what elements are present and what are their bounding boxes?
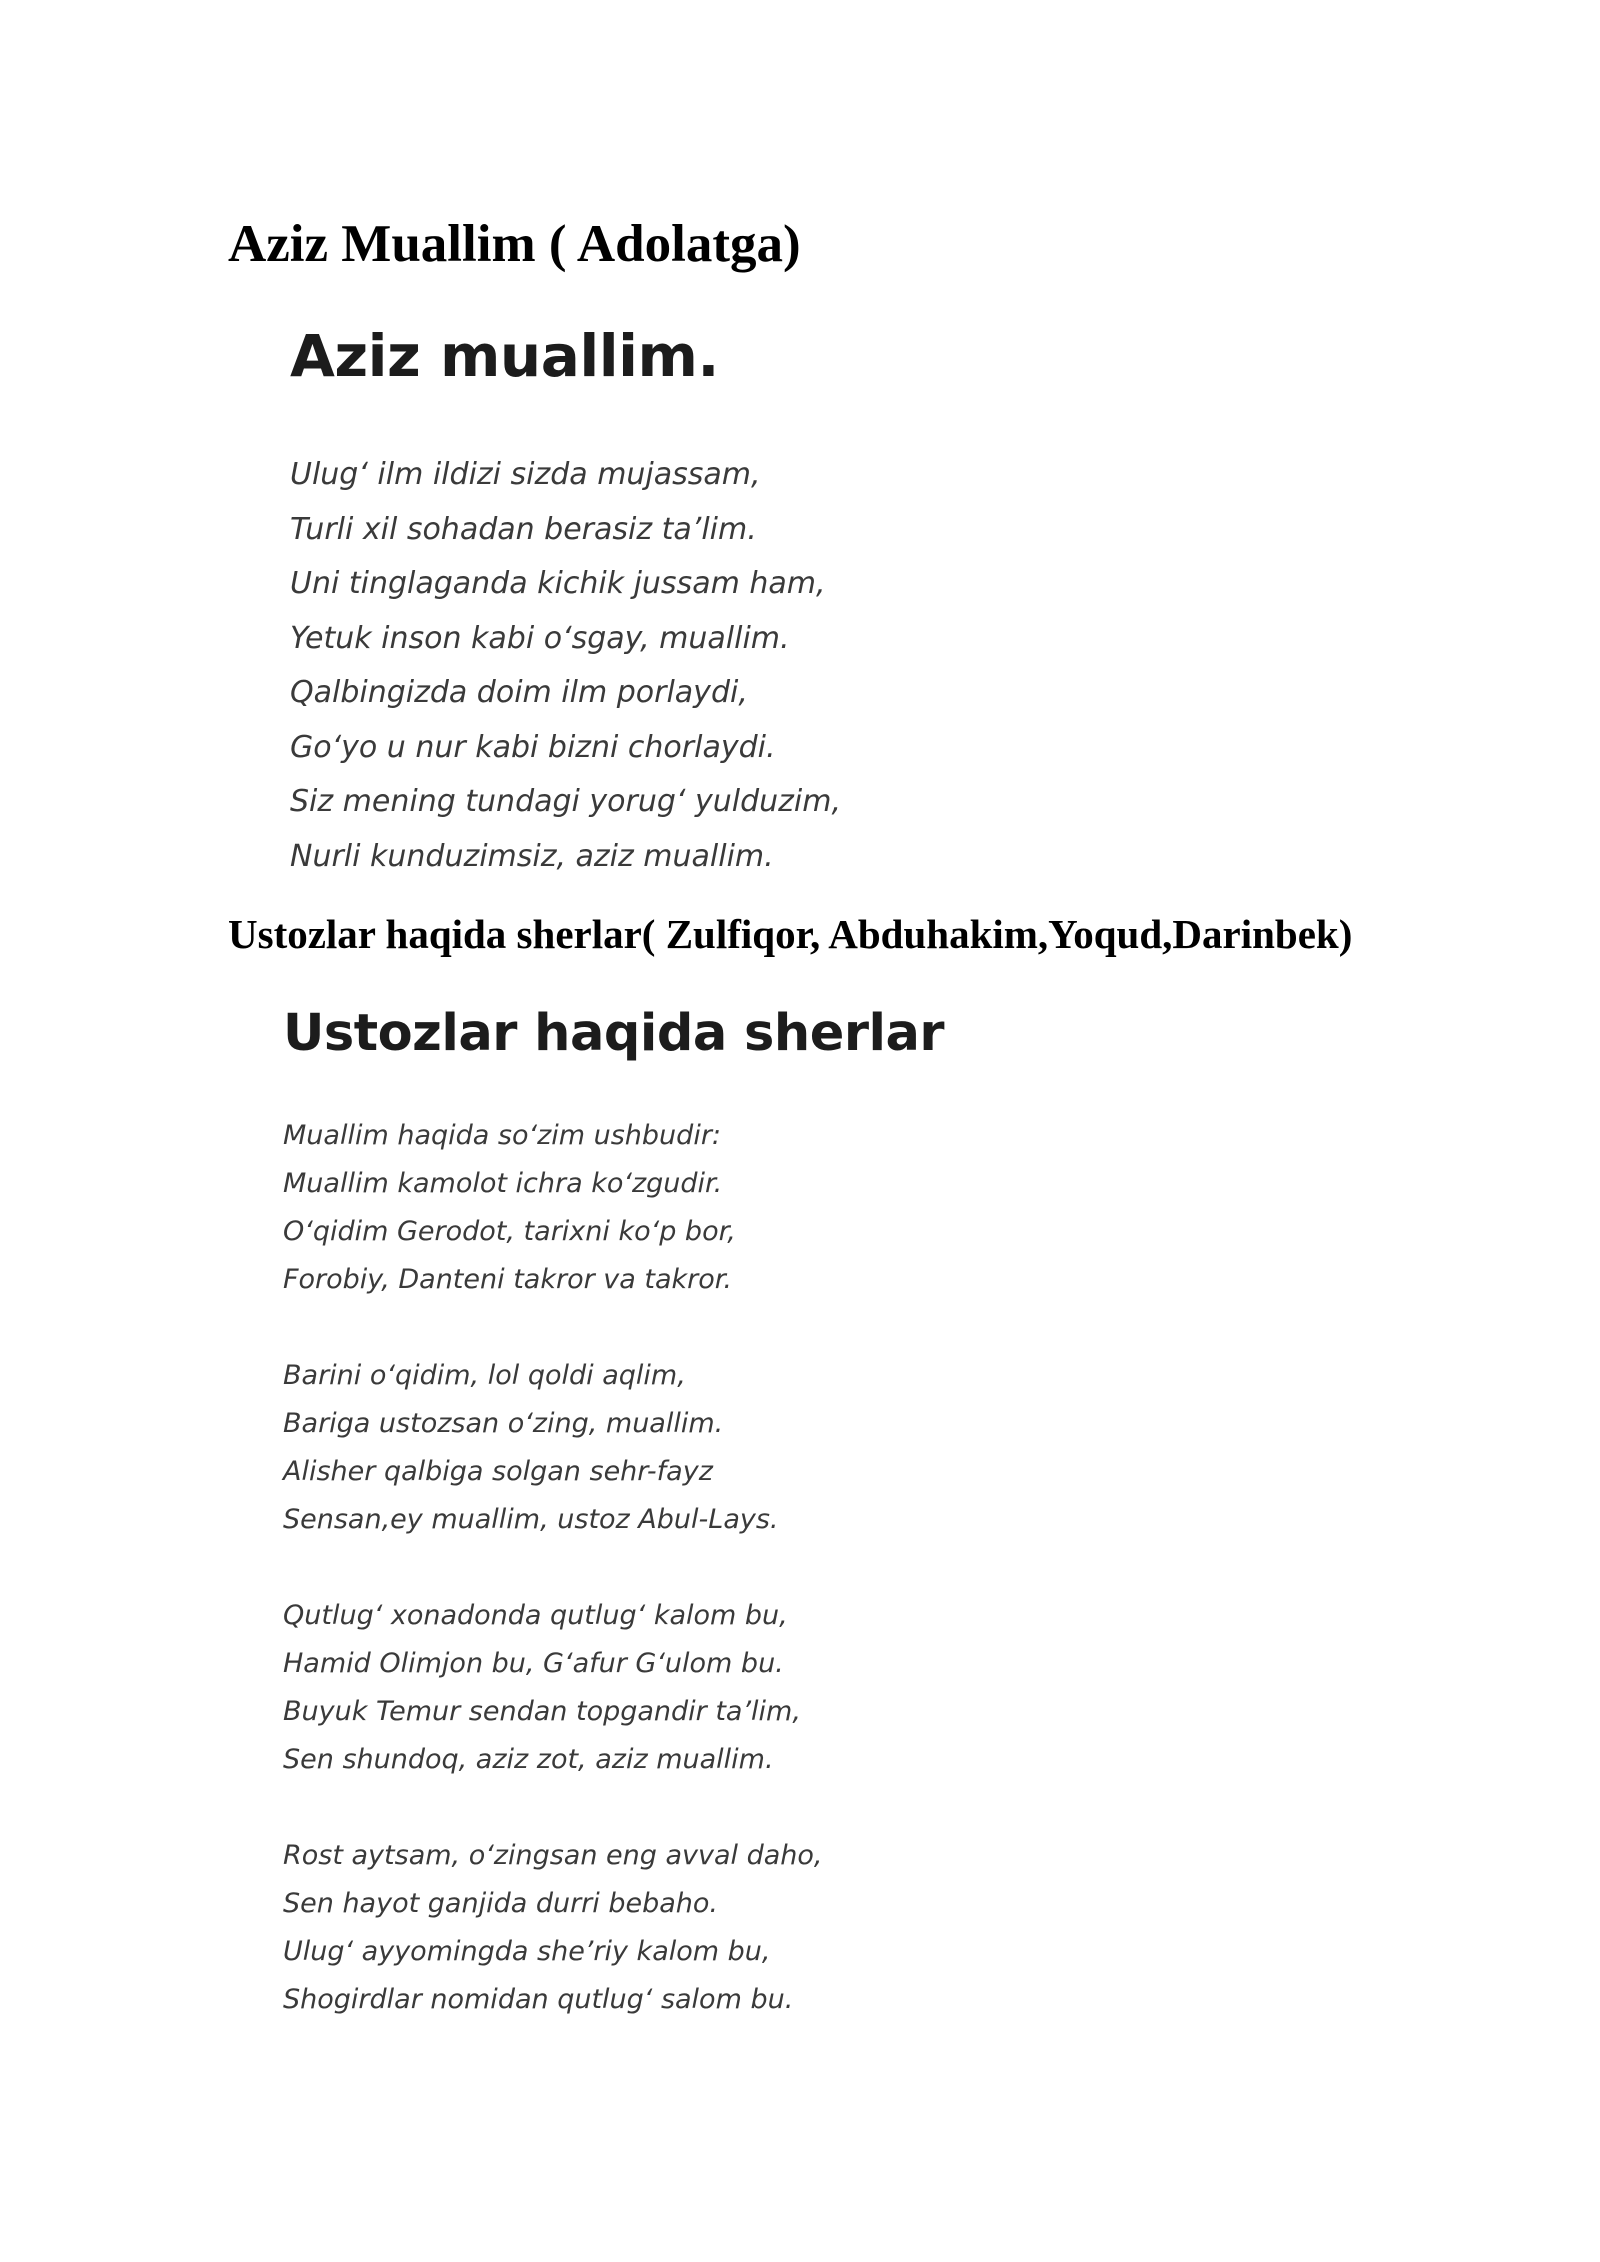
poem-line: Rost aytsam, o‘zingsan eng avval daho,: [283, 1840, 823, 1871]
poem-line: Go‘yo u nur kabi bizni chorlaydi.: [290, 729, 776, 765]
poem-line: Turli xil sohadan berasiz ta’lim.: [290, 511, 757, 547]
poem-line: Sen shundoq, aziz zot, aziz muallim.: [283, 1744, 774, 1775]
poem-line: Muallim haqida so‘zim ushbudir:: [283, 1120, 722, 1151]
poem-line: Barini o‘qidim, lol qoldi aqlim,: [283, 1360, 686, 1391]
section-heading-aziz-muallim: Aziz Muallim ( Adolatga): [228, 215, 801, 273]
poem-line: Ulug‘ ilm ildizi sizda mujassam,: [290, 457, 761, 492]
poem-line: Ulug‘ ayyomingda she’riy kalom bu,: [283, 1936, 771, 1967]
poem-line: Muallim kamolot ichra ko‘zgudir.: [283, 1168, 723, 1199]
poem-line: Forobiy, Danteni takror va takror.: [283, 1264, 732, 1295]
poem-line: Bariga ustozsan o‘zing, muallim.: [283, 1408, 724, 1439]
poem-line: Yetuk inson kabi o‘sgay, muallim.: [290, 620, 790, 656]
poem-line: Uni tinglaganda kichik jussam ham,: [290, 566, 826, 601]
poem-line: Nurli kunduzimsiz, aziz muallim.: [290, 838, 774, 874]
poem-ustozlar: [283, 1112, 823, 2072]
poem-line: Sensan,ey muallim, ustoz Abul-Lays.: [283, 1504, 779, 1535]
section-heading-ustozlar: Ustozlar haqida sherlar( Zulfiqor, Abduhakim,Yoqud,Darinbek): [228, 911, 1353, 957]
poem-aziz-muallim: [290, 448, 841, 884]
poem-line: Sen hayot ganjida durri bebaho.: [283, 1888, 719, 1919]
poem-stanza: [283, 1832, 823, 2024]
poem-stanza: [283, 1352, 823, 1544]
poem-stanza: [283, 1592, 823, 1784]
poem-title-aziz-muallim: Aziz muallim.: [290, 322, 719, 390]
poem-line: O‘qidim Gerodot, tarixni ko‘p bor,: [283, 1216, 736, 1247]
poem-line: Hamid Olimjon bu, G‘afur G‘ulom bu.: [283, 1648, 784, 1679]
poem-line: Qalbingizda doim ilm porlaydi,: [290, 675, 748, 710]
poem-title-ustozlar: Ustozlar haqida sherlar: [283, 1004, 945, 1063]
poem-line: Buyuk Temur sendan topgandir ta’lim,: [283, 1696, 801, 1727]
poem-line: Shogirdlar nomidan qutlug‘ salom bu.: [283, 1984, 794, 2015]
poem-stanza: [283, 1112, 823, 1304]
poem-line: Alisher qalbiga solgan sehr-fayz: [283, 1456, 713, 1487]
poem-line: Qutlug‘ xonadonda qutlug‘ kalom bu,: [283, 1600, 788, 1631]
poem-line: Siz mening tundagi yorug‘ yulduzim,: [290, 784, 841, 819]
